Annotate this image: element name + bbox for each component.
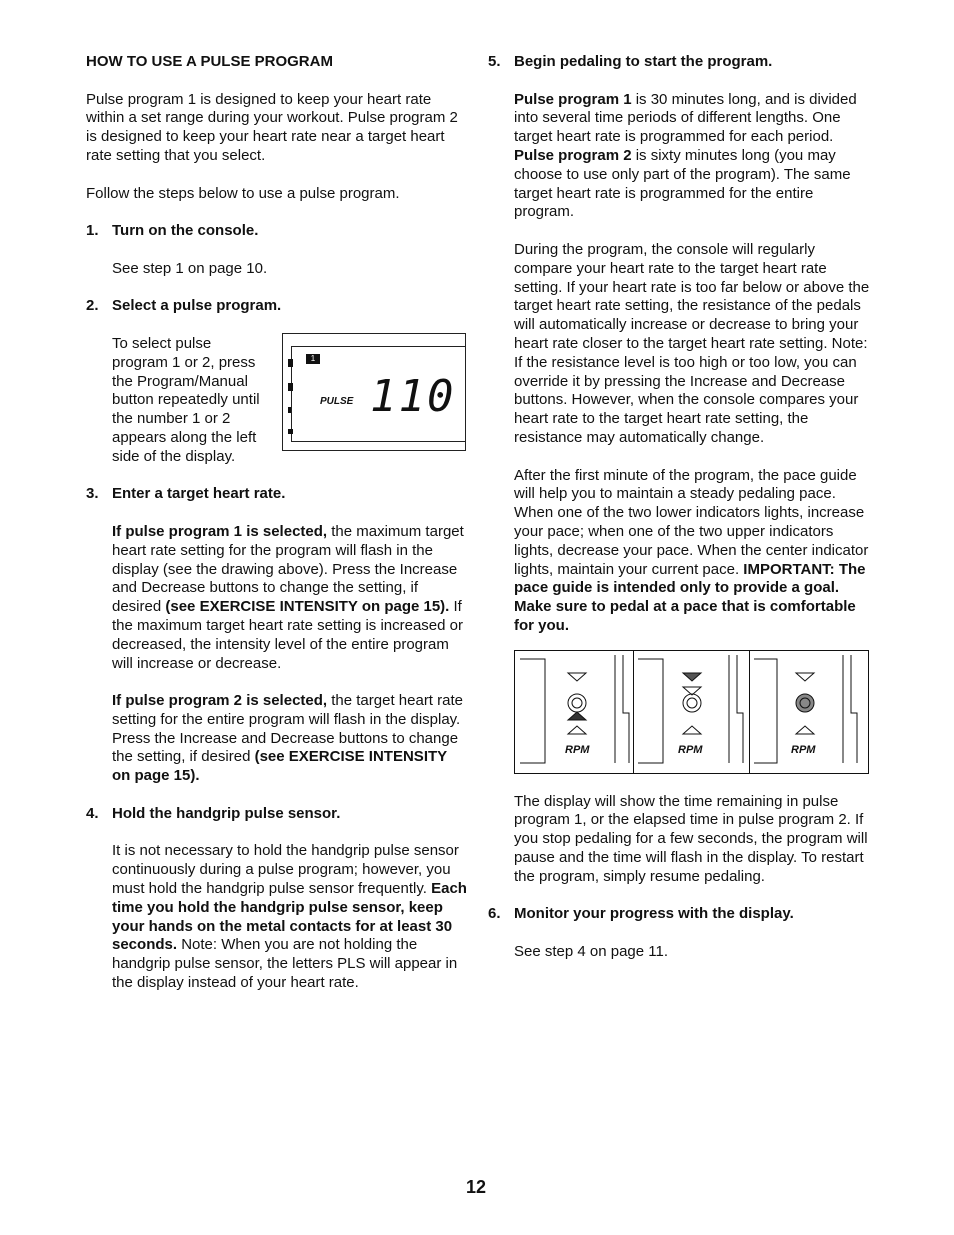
pulse-label: PULSE	[320, 395, 354, 407]
page-number: 12	[466, 1177, 487, 1197]
pace-panel-1	[515, 651, 633, 773]
rpm-label: RPM	[565, 743, 590, 756]
step-5-paragraph-3: After the first minute of the program, the pace guide will help you to maintain a steady pedaling pace. When one of the two lower indicators lights, increase your pace; when one of the two upper indicators lights, decrease your pace. When the center indicator lights, maintain your current pace. IMPORTANT: The pace guide is intended only to provide a goal. Make sure to pedal at a pace that is comfortable for you.	[514, 466, 869, 634]
step-5-paragraph-1: Pulse program 1 is 30 minutes long, and is divided into several time periods of different lengths. One target heart rate is programmed for each period. Pulse program 2 is sixty minutes long (you may choose to use only part of the program). The same target heart rate is programmed for the entire program.	[514, 90, 857, 221]
follow-paragraph: Follow the steps below to use a pulse program.	[86, 184, 400, 202]
pace-guide-illustration	[514, 650, 869, 774]
step-1-body: See step 1 on page 10.	[112, 259, 268, 277]
program-number-badge: 1	[306, 354, 320, 364]
step-6-heading: 6. Monitor your progress with the display.	[488, 905, 794, 923]
pace-panel-3	[749, 651, 867, 773]
right-column	[488, 53, 870, 962]
step-3-paragraph-2: If pulse program 2 is selected, the target heart rate setting for the entire program will flash in the display. Press the Increase and Decrease buttons to change the setting, if desired (see EXERCISE INTENSITY on page 15).	[112, 692, 463, 785]
pulse-readout: 110	[370, 370, 456, 422]
step-1-heading: 1. Turn on the console.	[86, 222, 259, 240]
step-2-body: To select pulse program 1 or 2, press the Program/Manual button repeatedly until the number 1 or 2 appears along the left side of the display.	[112, 334, 260, 465]
rpm-label: RPM	[791, 743, 816, 756]
step-5-paragraph-2: During the program, the console will regularly compare your heart rate to the target heart rate setting. If your heart rate is too far below or above the target heart rate setting, the resistance of the pedals will automatically increase or decrease to bring your heart rate closer to the target heart rate setting. Note: If the resistance level is too high or too low, you can override it by pressing the Increase and Decrease buttons. However, when the console compares your heart rate to the target heart rate setting, the resistance may automatically change.	[514, 240, 870, 446]
step-6-body: See step 4 on page 11.	[514, 942, 669, 960]
intro-paragraph: Pulse program 1 is designed to keep your heart rate within a set range during your workout. Pulse program 2 is designed to keep your heart rate near a target heart rate setting that you select.	[86, 90, 458, 164]
section-heading: HOW TO USE A PULSE PROGRAM	[86, 53, 333, 70]
step-5-heading: 5. Begin pedaling to start the program.	[488, 53, 773, 70]
step-4-heading: 4. Hold the handgrip pulse sensor.	[86, 804, 341, 822]
step-3-paragraph-1: If pulse program 1 is selected, the maximum target heart rate setting for the program will flash in the display (see the drawing above). Press the Increase and Decrease buttons to change the setting, if desired (see EXERCISE INTENSITY on page 15). If the maximum target heart rate setting is increased or decreased, the intensity level of the entire program will increase or decrease.	[112, 522, 464, 672]
step-2-heading: 2. Select a pulse program.	[86, 297, 282, 315]
rpm-label: RPM	[678, 743, 703, 756]
step-4-body: It is not necessary to hold the handgrip pulse sensor continuously during a pulse program; however, you must hold the handgrip pulse sensor frequently. Each time you hold the handgrip pulse sensor, keep your hands on the metal contacts for at least 30 seconds. Note: When you are not holding the handgrip pulse sensor, the letters PLS will appear in the display instead of your heart rate.	[112, 842, 467, 992]
pace-panel-2	[633, 651, 751, 773]
console-display-illustration	[282, 333, 466, 451]
step-5-paragraph-4: The display will show the time remaining in pulse program 1, or the elapsed time in pulse program 2. If you stop pedaling for a few seconds, the program will pause and the time will flash in the display. To restart the program, simply resume pedaling.	[514, 792, 868, 885]
left-column	[86, 53, 468, 993]
step-3-heading: 3. Enter a target heart rate.	[86, 485, 286, 503]
